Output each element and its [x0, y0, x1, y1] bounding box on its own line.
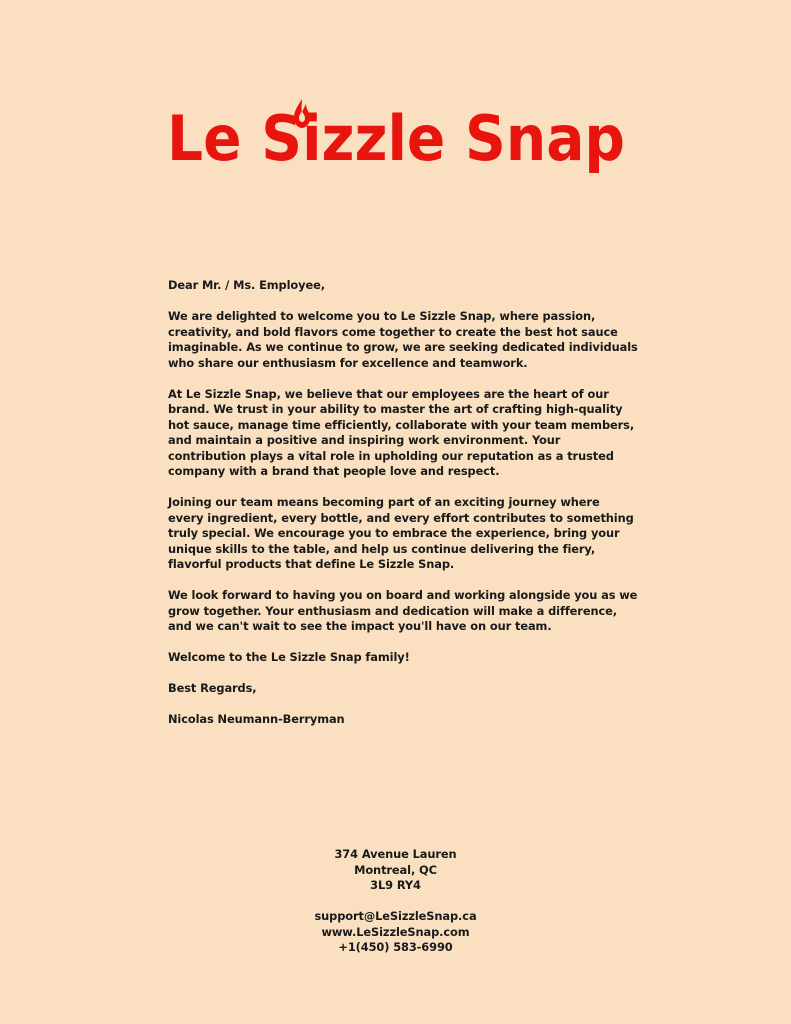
welcome-line: Welcome to the Le Sizzle Snap family!: [168, 650, 410, 664]
address-street: 374 Avenue Lauren: [334, 847, 457, 861]
footer-contact-block: [0, 847, 791, 956]
salutation: Dear Mr. / Ms. Employee,: [168, 278, 325, 292]
email-link[interactable]: support@LeSizzleSnap.ca: [314, 909, 477, 923]
phone-number[interactable]: +1(450) 583-6990: [338, 940, 453, 954]
regards: Best Regards,: [168, 681, 257, 695]
signature-name: Nicolas Neumann-Berryman: [168, 712, 345, 726]
address-city: Montreal, QC: [354, 862, 437, 877]
address-postal: 3L9 RY4: [370, 878, 421, 892]
brand-logo: [0, 92, 791, 182]
paragraph-3: Joining our team means becoming part of an exciting journey where every ingredient, every bottle, and every effort contributes to something truly special. We encourage you to embrace the experience, bring your unique skills to the table, and help us continue delivering the fiery, flavorful products that define Le Sizzle Snap.: [168, 495, 634, 571]
address: [0, 847, 791, 894]
paragraph-2: At Le Sizzle Snap, we believe that our employees are the heart of our brand. We trust in your ability to master the art of crafting high-quality hot sauce, manage time efficiently, collaborate with your team members, and maintain a positive and inspiring work environment. Your contribution plays a vital role in upholding our reputation as a trusted company with a brand that people love and respect.: [168, 386, 635, 478]
logo-graphic: [0, 92, 791, 182]
contact-info: [0, 909, 791, 956]
paragraph-1: We are delighted to welcome you to Le Sizzle Snap, where passion, creativity, and bold flavors come together to create the best hot sauce imaginable. As we continue to grow, we are seeking dedicated individuals who share our enthusiasm for excellence and teamwork.: [168, 309, 638, 370]
letter-body: [168, 278, 638, 728]
paragraph-4: We look forward to having you on board and working alongside you as we grow together. Your enthusiasm and dedication will make a difference, and we can't wait to see the impact you'll have on our team.: [168, 588, 638, 633]
logo-wordmark: Le Sizzle Snap: [167, 102, 625, 175]
website-link[interactable]: www.LeSizzleSnap.com: [321, 924, 470, 939]
